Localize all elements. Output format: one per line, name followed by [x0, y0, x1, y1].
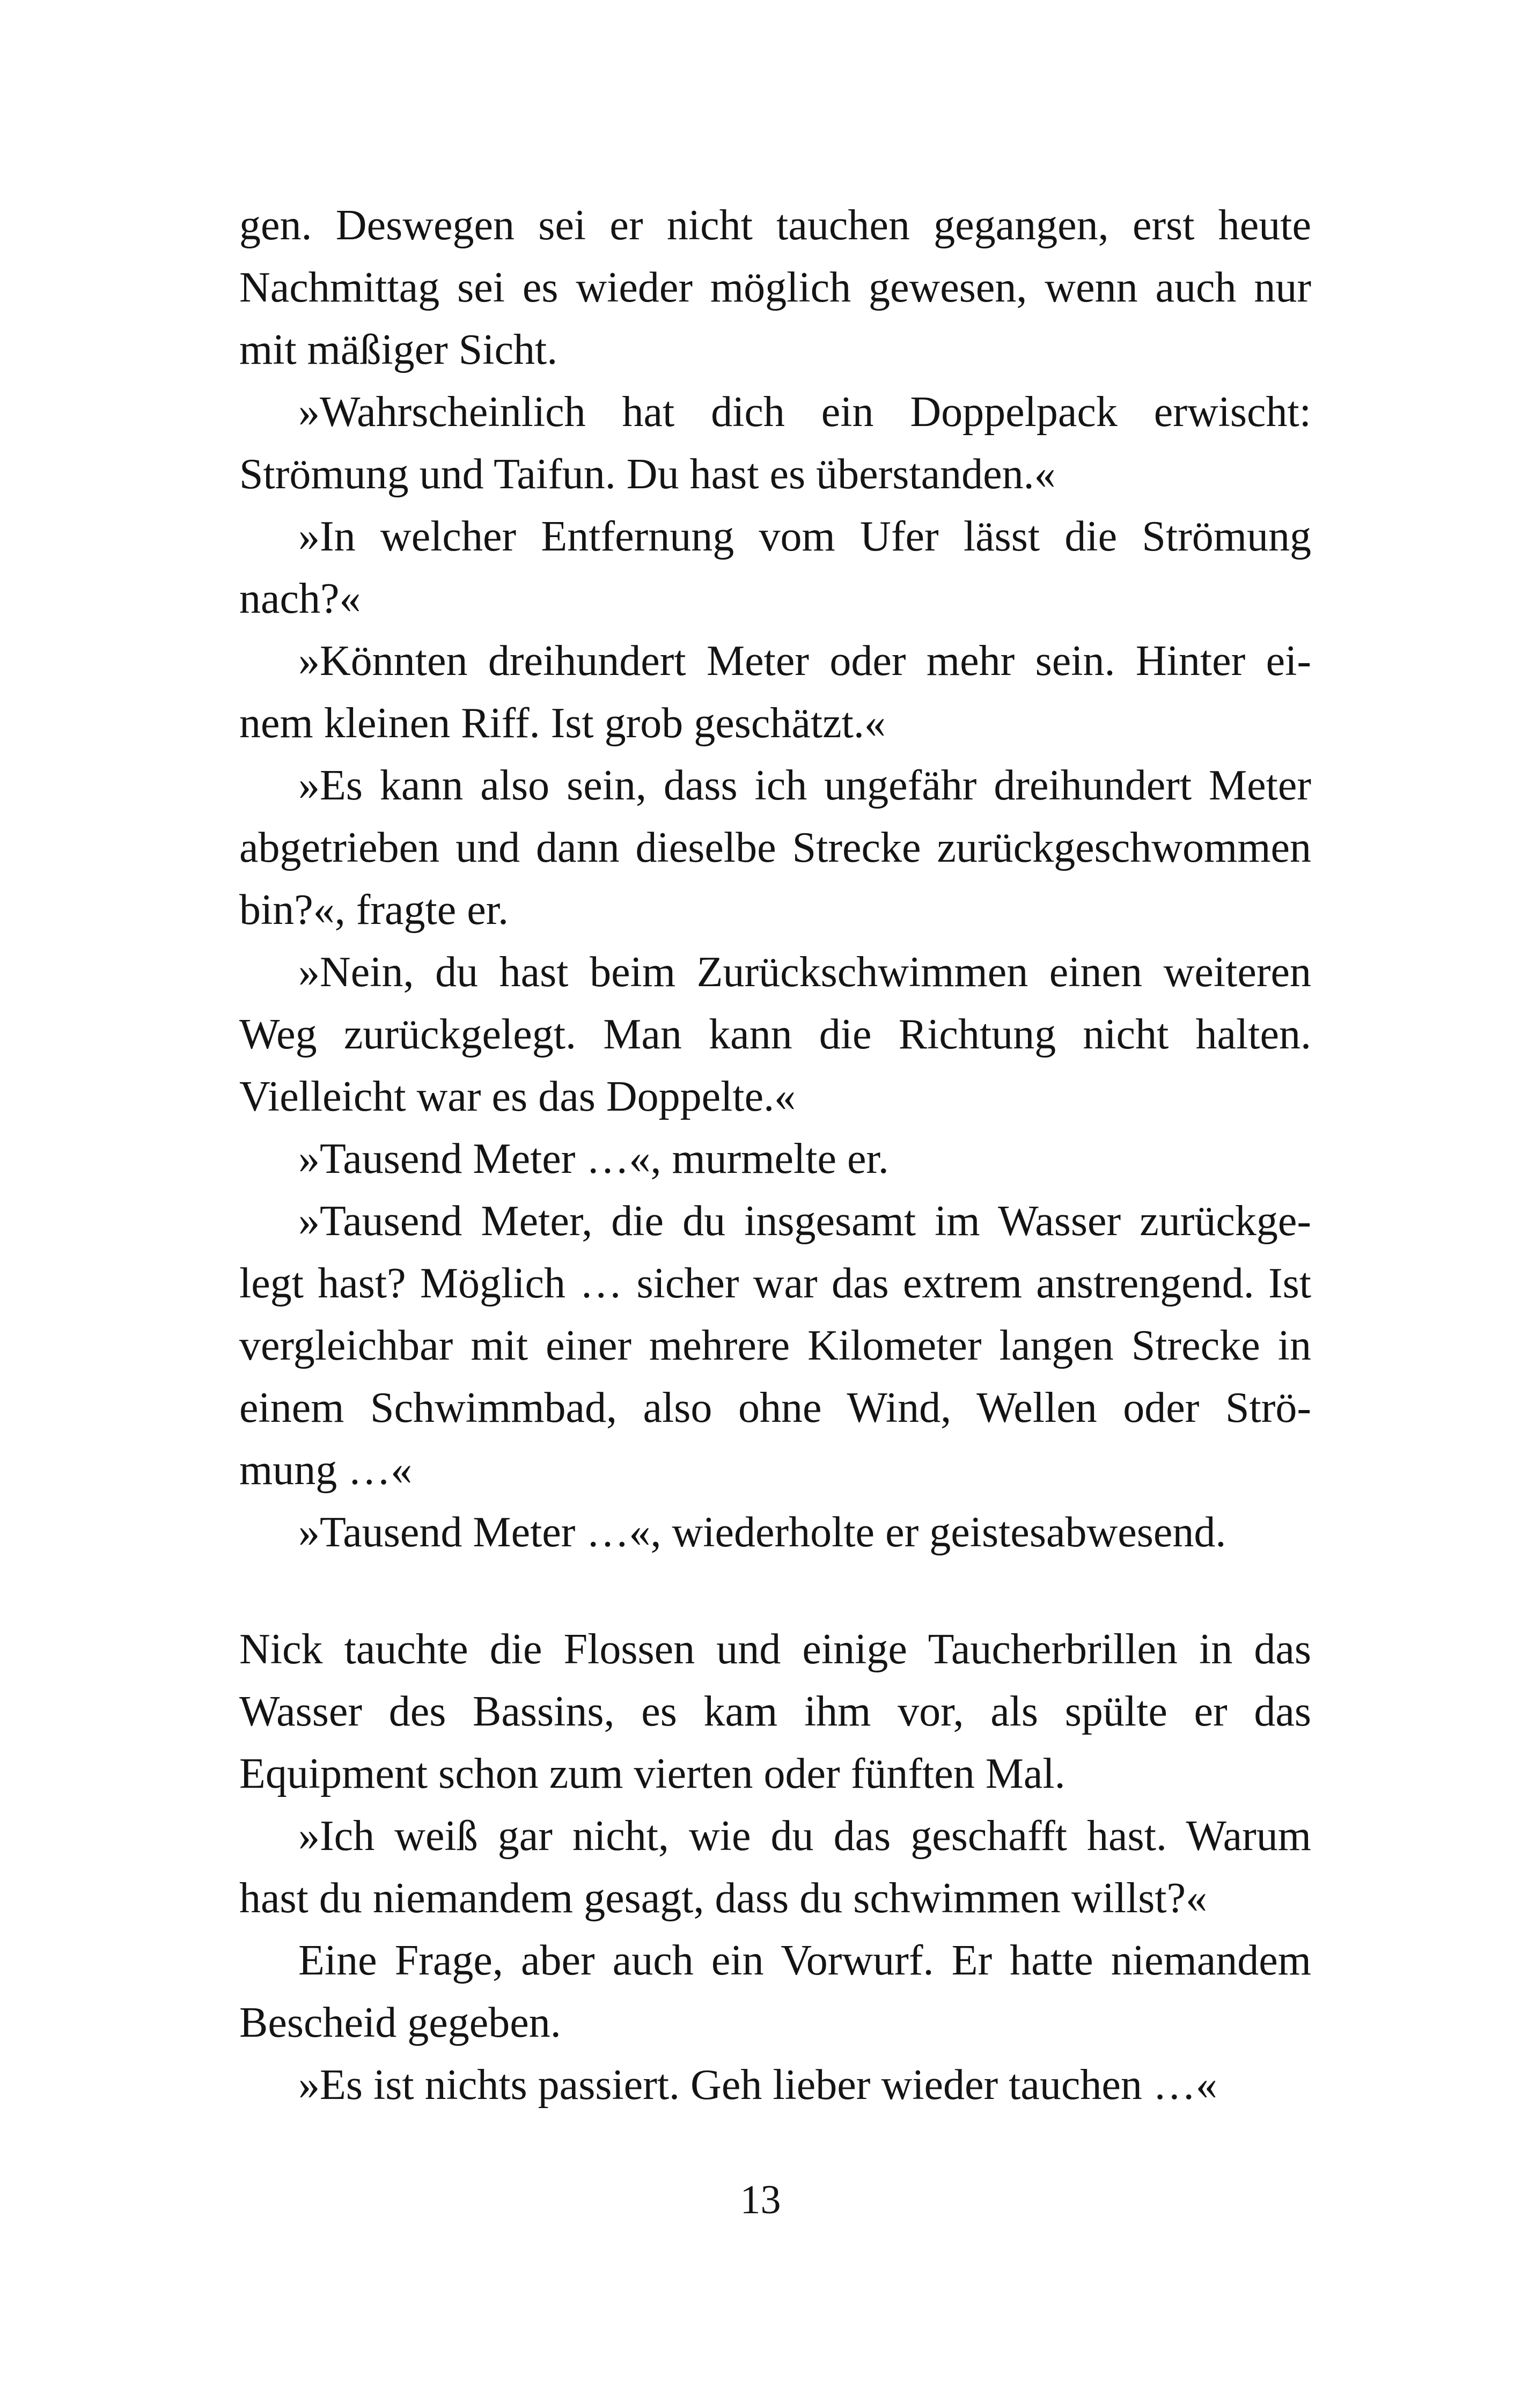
text-line: Wasser des Bassins, es kam ihm vor, als spülte er das	[239, 1688, 1311, 1735]
text-line: vergleichbar mit einer mehrere Kilometer langen Strecke in	[239, 1322, 1311, 1369]
text-line: »Ich weiß gar nicht, wie du das geschafft hast. Warum	[298, 1812, 1311, 1860]
text-line: einem Schwimmbad, also ohne Wind, Wellen oder Strö-	[239, 1384, 1311, 1431]
text-line: Nachmittag sei es wieder möglich gewesen, wenn auch nur	[239, 264, 1311, 311]
text-line: »Nein, du hast beim Zurückschwimmen einen weiteren	[298, 949, 1311, 996]
text-line: abgetrieben und dann dieselbe Strecke zurückgeschwommen	[239, 824, 1311, 871]
text-line: »Tausend Meter, die du insgesamt im Wasser zurückge-	[298, 1198, 1311, 1245]
text-line: »Könnten dreihundert Meter oder mehr sein. Hinter ei-	[298, 637, 1311, 685]
text-line: mung …«	[239, 1447, 413, 1494]
text-line: Bescheid gegeben.	[239, 1999, 561, 2046]
text-line: »In welcher Entfernung vom Ufer lässt die Strömung	[298, 513, 1311, 560]
text-line: »Tausend Meter …«, murmelte er.	[298, 1135, 889, 1183]
text-line: legt hast? Möglich … sicher war das extrem anstrengend. Ist	[239, 1260, 1311, 1307]
text-line: nem kleinen Riff. Ist grob geschätzt.«	[239, 700, 886, 747]
text-line: Strömung und Taifun. Du hast es überstanden.«	[239, 451, 1056, 498]
text-line: Eine Frage, aber auch ein Vorwurf. Er hatte niemandem	[298, 1937, 1311, 1984]
text-line: Nick tauchte die Flossen und einige Taucherbrillen in das	[239, 1626, 1311, 1673]
text-line: Weg zurückgelegt. Man kann die Richtung nicht halten.	[239, 1011, 1311, 1058]
text-line: »Es kann also sein, dass ich ungefähr dreihundert Meter	[298, 762, 1311, 809]
text-line: Vielleicht war es das Doppelte.«	[239, 1073, 796, 1120]
text-line: nach?«	[239, 575, 361, 622]
text-line: mit mäßiger Sicht.	[239, 326, 558, 373]
text-line: bin?«, fragte er.	[239, 886, 509, 934]
text-line: »Wahrscheinlich hat dich ein Doppelpack erwischt:	[298, 388, 1311, 436]
text-line: »Es ist nichts passiert. Geh lieber wieder tauchen …«	[298, 2061, 1217, 2109]
text-block-first-section	[239, 194, 1311, 1563]
text-line: Equipment schon zum vierten oder fünften Mal.	[239, 1750, 1066, 1797]
text-line: hast du niemandem gesagt, dass du schwimmen willst?«	[239, 1875, 1208, 1922]
text-line: gen. Deswegen sei er nicht tauchen gegangen, erst heute	[239, 202, 1311, 249]
page-number: 13	[740, 2177, 781, 2222]
text-block-second-section	[239, 1618, 1311, 2116]
text-line: »Tausend Meter …«, wiederholte er geistesabwesend.	[298, 1509, 1226, 1556]
